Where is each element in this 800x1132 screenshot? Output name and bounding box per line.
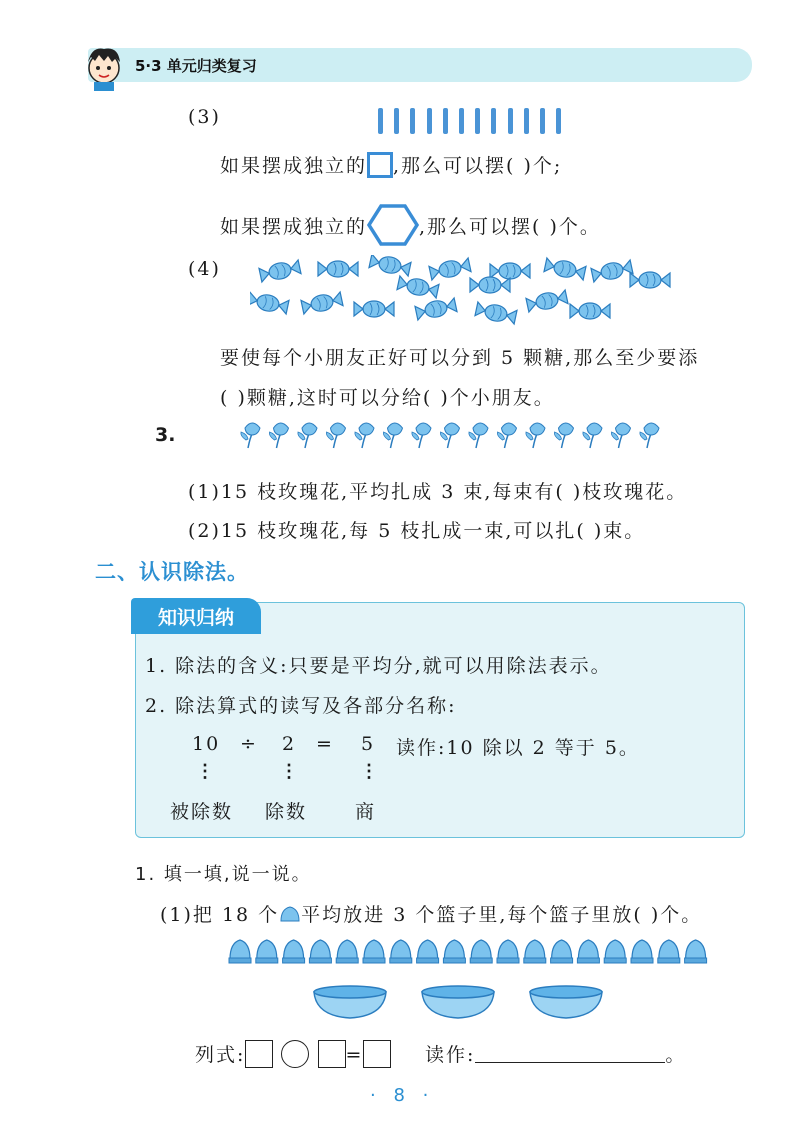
square-shape-icon: [367, 152, 393, 178]
matchstick: [524, 108, 529, 134]
peach-icon: [524, 940, 546, 963]
eq-dividend: 10: [192, 733, 221, 755]
candy-icon: [591, 259, 633, 283]
rose-icon: [440, 423, 459, 448]
matchstick: [378, 108, 383, 134]
matchstick: [427, 108, 432, 134]
q3-line1-pre: 如果摆成独立的: [220, 155, 368, 177]
rose-icon: [611, 423, 630, 448]
eq-equals-sign: =: [316, 733, 334, 755]
rose-icon: [298, 423, 317, 448]
peach-icon: [470, 940, 492, 963]
dots-divisor: ⋮: [280, 761, 298, 782]
peach-icon: [604, 940, 626, 963]
candy-icon: [526, 289, 568, 313]
read-label: 读作:: [425, 1044, 476, 1066]
candy-icon: [301, 291, 343, 315]
peach-icon: [279, 905, 301, 923]
q3-line2-post: ,那么可以摆( )个。: [419, 216, 601, 238]
candy-icon: [259, 259, 301, 283]
matchstick: [475, 108, 480, 134]
q-3-sub2: (2)15 枝玫瑰花,每 5 枝扎成一束,可以扎( )束。: [188, 520, 646, 542]
knowledge-tab: 知识归纳: [131, 598, 261, 634]
eq-divide-sign: ÷: [240, 733, 258, 755]
formula-operator-circle[interactable]: [281, 1040, 309, 1068]
candy-icon: [429, 257, 471, 281]
rose-icon: [241, 423, 260, 448]
peach-icon: [443, 940, 465, 963]
rose-icon: [469, 423, 488, 448]
hexagon-shape-icon: [367, 203, 419, 247]
dots-dividend: ⋮: [196, 761, 214, 782]
rose-icon: [412, 423, 431, 448]
q3-label: (3): [188, 106, 221, 128]
page-number: · 8 ·: [370, 1085, 435, 1106]
basket-row: [310, 980, 610, 1022]
q3-line1: [220, 151, 562, 178]
rose-icon: [497, 423, 516, 448]
q4-label: (4): [188, 258, 221, 280]
candy-icon: [354, 301, 394, 317]
peach-icon: [256, 940, 278, 963]
eq-divisor: 2: [282, 733, 297, 755]
section-heading: 二、认识除法。: [95, 560, 249, 584]
matchstick: [556, 108, 561, 134]
basket-icon: [314, 986, 386, 1018]
q3-line2-pre: 如果摆成独立的: [220, 216, 368, 238]
matchstick: [443, 108, 448, 134]
q4-line2: ( )颗糖,这时可以分给( )个小朋友。: [220, 387, 555, 409]
label-quotient: 商: [355, 801, 377, 823]
peach-icon: [336, 940, 358, 963]
read-row: [425, 1040, 686, 1067]
eq-reading: 读作:10 除以 2 等于 5。: [396, 737, 640, 759]
formula-box-3[interactable]: [363, 1040, 391, 1068]
peach-icon: [417, 940, 439, 963]
header-title: 5·3 单元归类复习: [135, 57, 257, 75]
matchstick: [508, 108, 513, 134]
rose-icon: [383, 423, 402, 448]
rose-icon: [355, 423, 374, 448]
formula-row: 列式: =: [195, 1040, 391, 1068]
candy-icon: [369, 255, 411, 277]
dots-quotient: ⋮: [360, 761, 378, 782]
q-3-sub1: (1)15 枝玫瑰花,平均扎成 3 束,每束有( )枝玫瑰花。: [188, 481, 688, 503]
peach-icon: [631, 940, 653, 963]
candy-icon: [630, 272, 670, 288]
basket-icon: [422, 986, 494, 1018]
peach-icon: [551, 940, 573, 963]
rose-icon: [583, 423, 602, 448]
rose-icon: [326, 423, 345, 448]
q4-line1: 要使每个小朋友正好可以分到 5 颗糖,那么至少要添: [220, 347, 700, 369]
cartoon-kid-icon: [78, 40, 130, 92]
peach-icon: [309, 940, 331, 963]
candy-icon: [250, 291, 289, 315]
matchstick: [491, 108, 496, 134]
peach-row: [228, 935, 718, 967]
rose-row: [238, 418, 678, 450]
rose-icon: [640, 423, 659, 448]
exercise-1-title: 1. 填一填,说一说。: [135, 864, 312, 885]
candy-icon: [415, 297, 457, 321]
peach-icon: [363, 940, 385, 963]
peach-icon: [497, 940, 519, 963]
read-end-mark: 。: [665, 1044, 687, 1066]
peach-icon: [658, 940, 680, 963]
exercise-1-sub1-pre: (1)把 18 个: [160, 904, 280, 926]
q3-line1-post: ,那么可以摆( )个;: [393, 155, 563, 177]
candy-icon: [318, 261, 358, 277]
exercise-1-sub1: [160, 900, 702, 927]
q-3-number: 3.: [155, 424, 176, 446]
formula-box-1[interactable]: [245, 1040, 273, 1068]
formula-box-2[interactable]: [318, 1040, 346, 1068]
candy-icon: [475, 301, 517, 325]
matchstick: [394, 108, 399, 134]
formula-label: 列式:: [195, 1044, 246, 1066]
q3-line2: [220, 203, 601, 247]
candy-icon: [544, 257, 586, 281]
peach-icon: [577, 940, 599, 963]
basket-icon: [530, 986, 602, 1018]
knowledge-point-1: 1. 除法的含义:只要是平均分,就可以用除法表示。: [145, 655, 612, 677]
peach-icon: [390, 940, 412, 963]
candy-icon: [470, 277, 510, 293]
matchstick: [459, 108, 464, 134]
rose-icon: [554, 423, 573, 448]
exercise-1-sub1-post: 平均放进 3 个篮子里,每个篮子里放( )个。: [301, 904, 703, 926]
candy-icon: [490, 263, 530, 279]
knowledge-point-2: 2. 除法算式的读写及各部分名称:: [145, 695, 457, 717]
candy-group: [250, 255, 690, 330]
eq-quotient: 5: [361, 733, 376, 755]
peach-icon: [283, 940, 305, 963]
peach-icon: [229, 940, 251, 963]
label-dividend: 被除数: [170, 801, 234, 823]
matchstick: [410, 108, 415, 134]
rose-icon: [269, 423, 288, 448]
matchstick: [540, 108, 545, 134]
candy-icon: [570, 303, 610, 319]
matchstick-row: [378, 108, 568, 138]
peach-icon: [685, 940, 707, 963]
label-divisor: 除数: [265, 801, 308, 823]
read-answer-line[interactable]: [475, 1042, 665, 1063]
rose-icon: [526, 423, 545, 448]
